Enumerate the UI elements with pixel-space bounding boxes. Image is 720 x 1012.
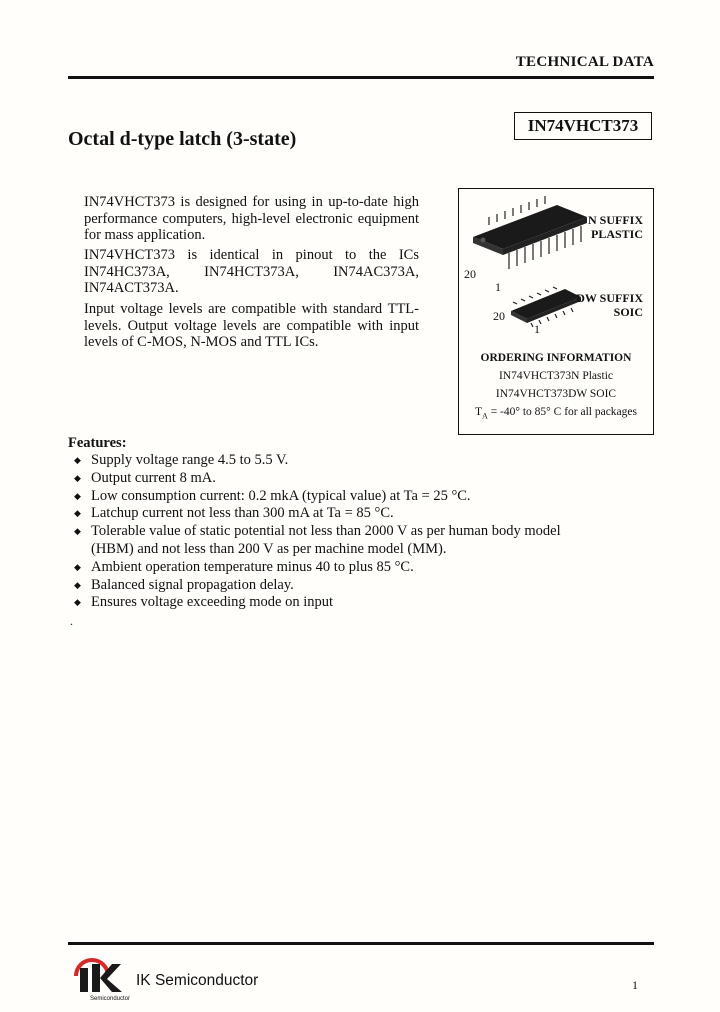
n-suffix-label <box>588 213 643 241</box>
dip-pin-1-label: 1 <box>495 280 501 294</box>
stray-mark: . <box>70 614 73 628</box>
description-paragraph-2: IN74VHCT373 is identical in pinout to the ICs IN74HC373A, IN74HCT373A, IN74AC373A, IN74ACT373A. <box>84 247 419 296</box>
dip-pin-20-label: 20 <box>464 267 476 281</box>
ordering-heading: ORDERING INFORMATION <box>480 352 632 364</box>
list-item: ◆ Ambient operation temperature minus 40 to plus 85 °C. <box>74 559 594 577</box>
list-item: ◆ Supply voltage range 4.5 to 5.5 V. <box>74 452 594 470</box>
footer-rule <box>68 942 654 945</box>
soic-package-drawing <box>511 287 581 327</box>
header-label: TECHNICAL DATA <box>515 54 654 70</box>
list-item: ◆ Ensures voltage exceeding mode on input <box>74 594 594 612</box>
ik-logo <box>74 956 132 1002</box>
description-paragraph-1: IN74VHCT373 is designed for using in up-to-date high performance computers, high-level electronic equipment for mass application. <box>84 194 419 243</box>
ordering-line-soic: IN74VHCT373DW SOIC <box>495 388 617 400</box>
dw-suffix-line-1: DW SUFFIX <box>576 291 643 305</box>
company-name: IK Semiconductor <box>136 972 259 989</box>
dip-package-drawing <box>473 196 587 269</box>
logo-subtext: Semiconductor <box>90 996 131 1002</box>
n-suffix-line-2: PLASTIC <box>590 227 643 241</box>
description-paragraph-3: Input voltage levels are compatible with standard TTL-levels. Output voltage levels are compatible with input levels of C-MOS, N-MOS and TTL ICs. <box>84 301 419 350</box>
dw-suffix-line-2: SOIC <box>613 305 643 319</box>
n-suffix-line-1: N SUFFIX <box>587 213 643 227</box>
part-number-box: IN74VHCT373 <box>514 112 652 140</box>
ordering-line-plastic: IN74VHCT373N Plastic <box>498 370 614 382</box>
dw-suffix-label <box>576 291 643 319</box>
page-number: 1 <box>632 978 638 992</box>
features-heading: Features: <box>68 435 127 451</box>
list-item: ◆ Tolerable value of static potential not less than 2000 V as per human body model (HBM) and not less than 200 V as per machine model (MM). <box>74 523 594 559</box>
ordering-temperature: $T_A = -40^\circ$ to 85° C for all packages <box>475 406 637 421</box>
ordering-information <box>459 349 653 425</box>
soic-pin-20-label: 20 <box>493 309 505 323</box>
page-title: Octal d-type latch (3-state) <box>68 128 297 150</box>
soic-pin-1-label: 1 <box>534 322 540 336</box>
list-item: ◆ Balanced signal propagation delay. <box>74 577 594 595</box>
features-list <box>74 452 594 612</box>
list-item: ◆ Latchup current not less than 300 mA at Ta = 85 °C. <box>74 505 594 523</box>
list-item: ◆ Output current 8 mA. <box>74 470 594 488</box>
header-rule <box>68 76 654 79</box>
package-info-box <box>458 188 654 435</box>
list-item: ◆ Low consumption current: 0.2 mkA (typical value) at Ta = 25 °C. <box>74 488 594 506</box>
